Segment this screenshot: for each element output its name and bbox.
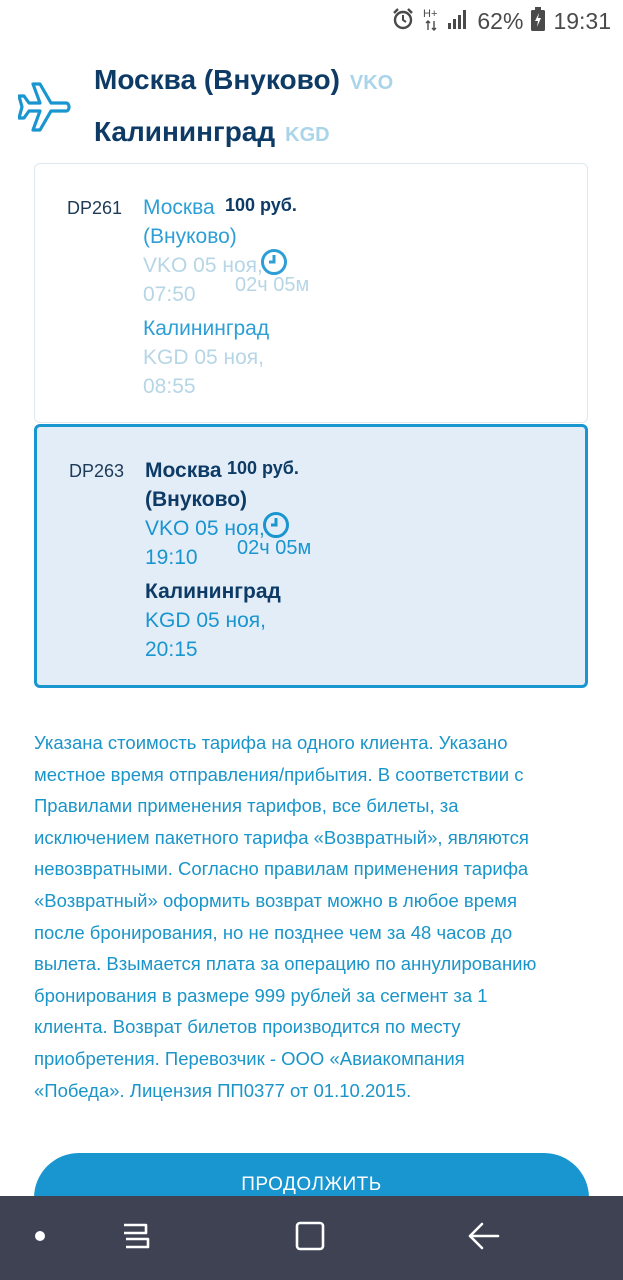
alarm-icon <box>391 7 415 36</box>
recent-apps-button[interactable] <box>96 1196 176 1280</box>
system-nav-bar <box>0 1196 623 1280</box>
arrival-date: KGD 05 ноя, <box>145 609 267 632</box>
route-destination <box>94 116 330 148</box>
departure-airport: (Внуково) <box>143 225 237 248</box>
flight-card[interactable] <box>34 163 588 423</box>
recent-apps-icon <box>120 1221 152 1256</box>
disclaimer-line: исключением пакетного тарифа «Возвратный», являются <box>34 826 529 848</box>
flight-price: 100 руб. <box>225 195 297 215</box>
origin-code: VKO <box>349 72 394 94</box>
arrival-time: 20:15 <box>145 638 198 661</box>
status-bar <box>0 0 623 44</box>
flight-number: DP263 <box>69 461 125 481</box>
departure-date: VKO 05 ноя, <box>145 517 265 540</box>
disclaimer-line: местное время отправления/прибытия. В соответствии с <box>34 763 524 785</box>
flight-card-selected[interactable] <box>34 424 588 688</box>
departure-city: Москва <box>143 196 215 219</box>
disclaimer-line: после бронирования, но не позднее чем за 48 часов до <box>34 921 513 943</box>
disclaimer-line: вылета. Взымается плата за операцию по аннулированию <box>34 953 537 975</box>
disclaimer-line: «Возвратный» оформить возврат можно в любое время <box>34 889 518 911</box>
signal-icon <box>447 8 469 35</box>
flight-number: DP261 <box>67 198 123 218</box>
back-button[interactable] <box>444 1196 524 1280</box>
plane-icon <box>18 82 72 136</box>
battery-icon <box>531 7 545 36</box>
disclaimer-line: приобретения. Перевозчик - ООО «Авиакомпания <box>34 1047 465 1069</box>
destination-city: Калининград <box>94 116 276 147</box>
status-time: 19:31 <box>553 7 611 34</box>
route-origin <box>94 64 393 96</box>
disclaimer-line: клиента. Возврат билетов производится по месту <box>34 1016 461 1038</box>
nav-dot-button[interactable] <box>0 1196 80 1280</box>
disclaimer-line: «Победа». Лицензия ПП0377 от 01.10.2015. <box>34 1079 412 1101</box>
disclaimer-line: бронирования в размере 999 рублей за сегмент за 1 <box>34 984 488 1006</box>
continue-button[interactable]: ПРОДОЛЖИТЬ <box>34 1153 589 1243</box>
flight-duration: 02ч 05м <box>235 274 310 296</box>
arrival-time: 08:55 <box>143 375 196 398</box>
disclaimer-line: Указана стоимость тарифа на одного клиента. Указано <box>34 732 508 753</box>
fare-disclaimer <box>34 727 594 1106</box>
home-button[interactable] <box>270 1196 350 1280</box>
destination-code: KGD <box>285 124 330 146</box>
route-header <box>0 58 623 158</box>
disclaimer-line: невозвратными. Согласно правилам применения тарифа <box>34 858 529 880</box>
arrival-city: Калининград <box>145 580 281 603</box>
departure-time: 19:10 <box>145 546 198 569</box>
origin-city: Москва (Внуково) <box>94 64 340 95</box>
home-icon <box>295 1221 325 1256</box>
dot-icon <box>34 1229 46 1247</box>
disclaimer-line: Правилами применения тарифов, все билеты, за <box>34 795 459 817</box>
back-arrow-icon <box>468 1221 500 1256</box>
arrival-city: Калининград <box>143 317 270 340</box>
clock-icon <box>260 248 288 276</box>
arrival-date: KGD 05 ноя, <box>143 346 265 369</box>
network-h-plus-icon <box>423 6 439 37</box>
network-label: H+ <box>423 7 438 20</box>
departure-airport: (Внуково) <box>145 488 248 511</box>
battery-percent: 62% <box>477 7 524 34</box>
departure-city: Москва <box>145 459 222 482</box>
departure-time: 07:50 <box>143 283 196 306</box>
clock-icon <box>262 511 290 539</box>
flight-duration: 02ч 05м <box>237 537 312 559</box>
flight-price: 100 руб. <box>227 458 299 478</box>
status-icons <box>391 6 611 36</box>
departure-date: VKO 05 ноя, <box>143 254 263 277</box>
